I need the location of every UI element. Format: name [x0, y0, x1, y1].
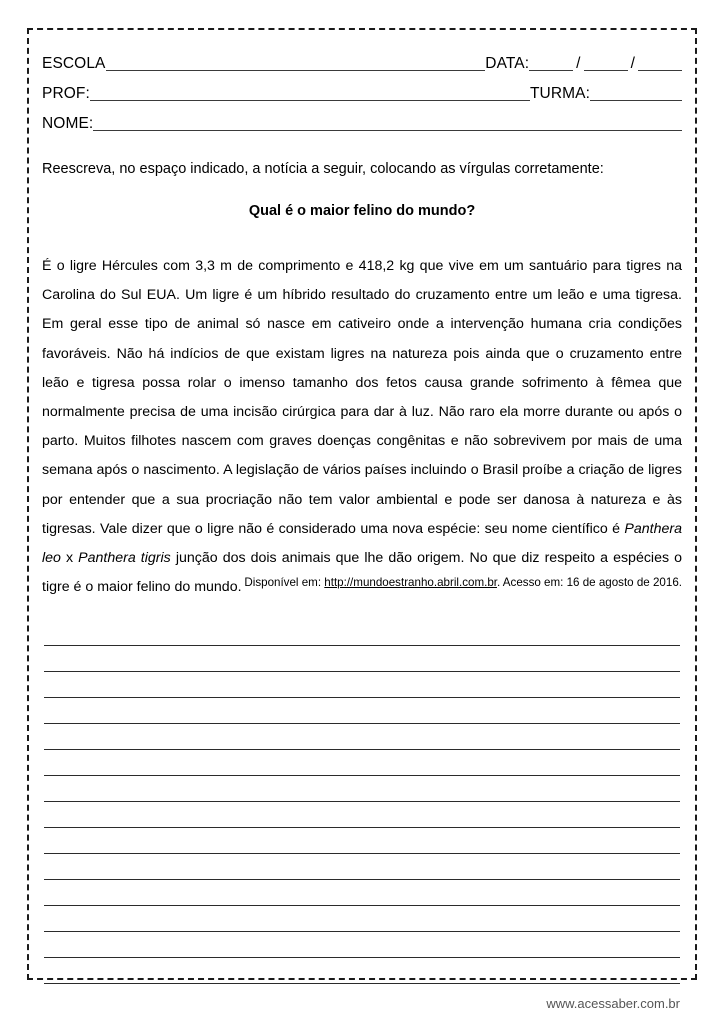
answer-line[interactable]: [44, 932, 680, 958]
data-year-input-line[interactable]: [638, 56, 682, 71]
answer-line[interactable]: [44, 776, 680, 802]
answer-line[interactable]: [44, 906, 680, 932]
answer-line[interactable]: [44, 646, 680, 672]
source-suffix: . Acesso em: 16 de agosto de 2016.: [497, 576, 682, 589]
source-prefix: Disponível em:: [244, 576, 325, 589]
species-connector: x: [60, 550, 79, 567]
answer-line[interactable]: [44, 828, 680, 854]
answer-lines-area[interactable]: [44, 620, 680, 984]
identification-row-nome: [42, 102, 682, 132]
escola-input-line[interactable]: [106, 56, 486, 71]
article-body: [42, 252, 682, 602]
turma-label: TURMA:: [529, 84, 590, 102]
date-separator-2: /: [630, 54, 635, 72]
footer-website: www.acessaber.com.br: [546, 996, 680, 1011]
article-body-part-2: junção dos dois animais que lhe dão origem. No que diz respeito a espécies o tigre é o maior felino do mundo.: [42, 550, 683, 596]
instruction-text: Reescreva, no espaço indicado, a notícia a seguir, colocando as vírgulas corretamente:: [42, 161, 604, 177]
date-separator-1: /: [576, 54, 581, 72]
nome-input-line[interactable]: [93, 116, 682, 131]
identification-row-prof-turma: [42, 72, 682, 102]
answer-line[interactable]: [44, 620, 680, 646]
source-link[interactable]: http://mundoestranho.abril.com.br: [324, 576, 497, 589]
escola-label: ESCOLA: [42, 54, 106, 72]
nome-label: NOME:: [42, 114, 94, 132]
answer-line[interactable]: [44, 958, 680, 984]
species-name-1: Panthera leo: [42, 520, 682, 567]
species-name-2: Panthera tigris: [78, 550, 171, 567]
prof-label: PROF:: [42, 84, 90, 102]
article-body-part-1: É o ligre Hércules com 3,3 m de comprimento e 418,2 kg que vive em um santuário para tigres na Carolina do Sul EUA. Um ligre é um híbrido resultado do cruzamento entre um leão e uma tigresa. Em geral esse tipo de animal só nasce em cativeiro onde a intervenção humana cria condições favoráveis. Não há indícios de que existam ligres na natureza pois ainda que o cruzamento entre leão e tigresa possa rolar o imenso tamanho dos fetos causa grande sofrimento à fêmea que normalmente precisa de uma incisão cirúrgica para dar à luz. Não raro ela morre durante ou após o parto. Muitos filhotes nascem com graves doenças congênitas e não sobrevivem por mais de uma semana após o nascimento. A legislação de vários países incluindo o Brasil proíbe a criação de ligres por entender que a sua procriação não tem valor ambiental e pode ser danosa à natureza e às tigresas. Vale dizer que o ligre não é considerado uma nova espécie: seu nome científico é: [42, 258, 682, 537]
answer-line[interactable]: [44, 750, 680, 776]
answer-line[interactable]: [44, 854, 680, 880]
answer-line[interactable]: [44, 724, 680, 750]
answer-line[interactable]: [44, 698, 680, 724]
source-attribution: [42, 576, 682, 589]
article-title: Qual é o maior felino do mundo?: [248, 203, 476, 219]
data-label: DATA:: [485, 54, 530, 72]
data-day-input-line[interactable]: [529, 56, 573, 71]
answer-line[interactable]: [44, 672, 680, 698]
identification-row-escola-data: [42, 42, 682, 72]
identification-block: [42, 42, 682, 132]
answer-line[interactable]: [44, 802, 680, 828]
data-month-input-line[interactable]: [584, 56, 628, 71]
prof-input-line[interactable]: [90, 86, 530, 101]
turma-input-line[interactable]: [590, 86, 682, 101]
answer-line[interactable]: [44, 880, 680, 906]
